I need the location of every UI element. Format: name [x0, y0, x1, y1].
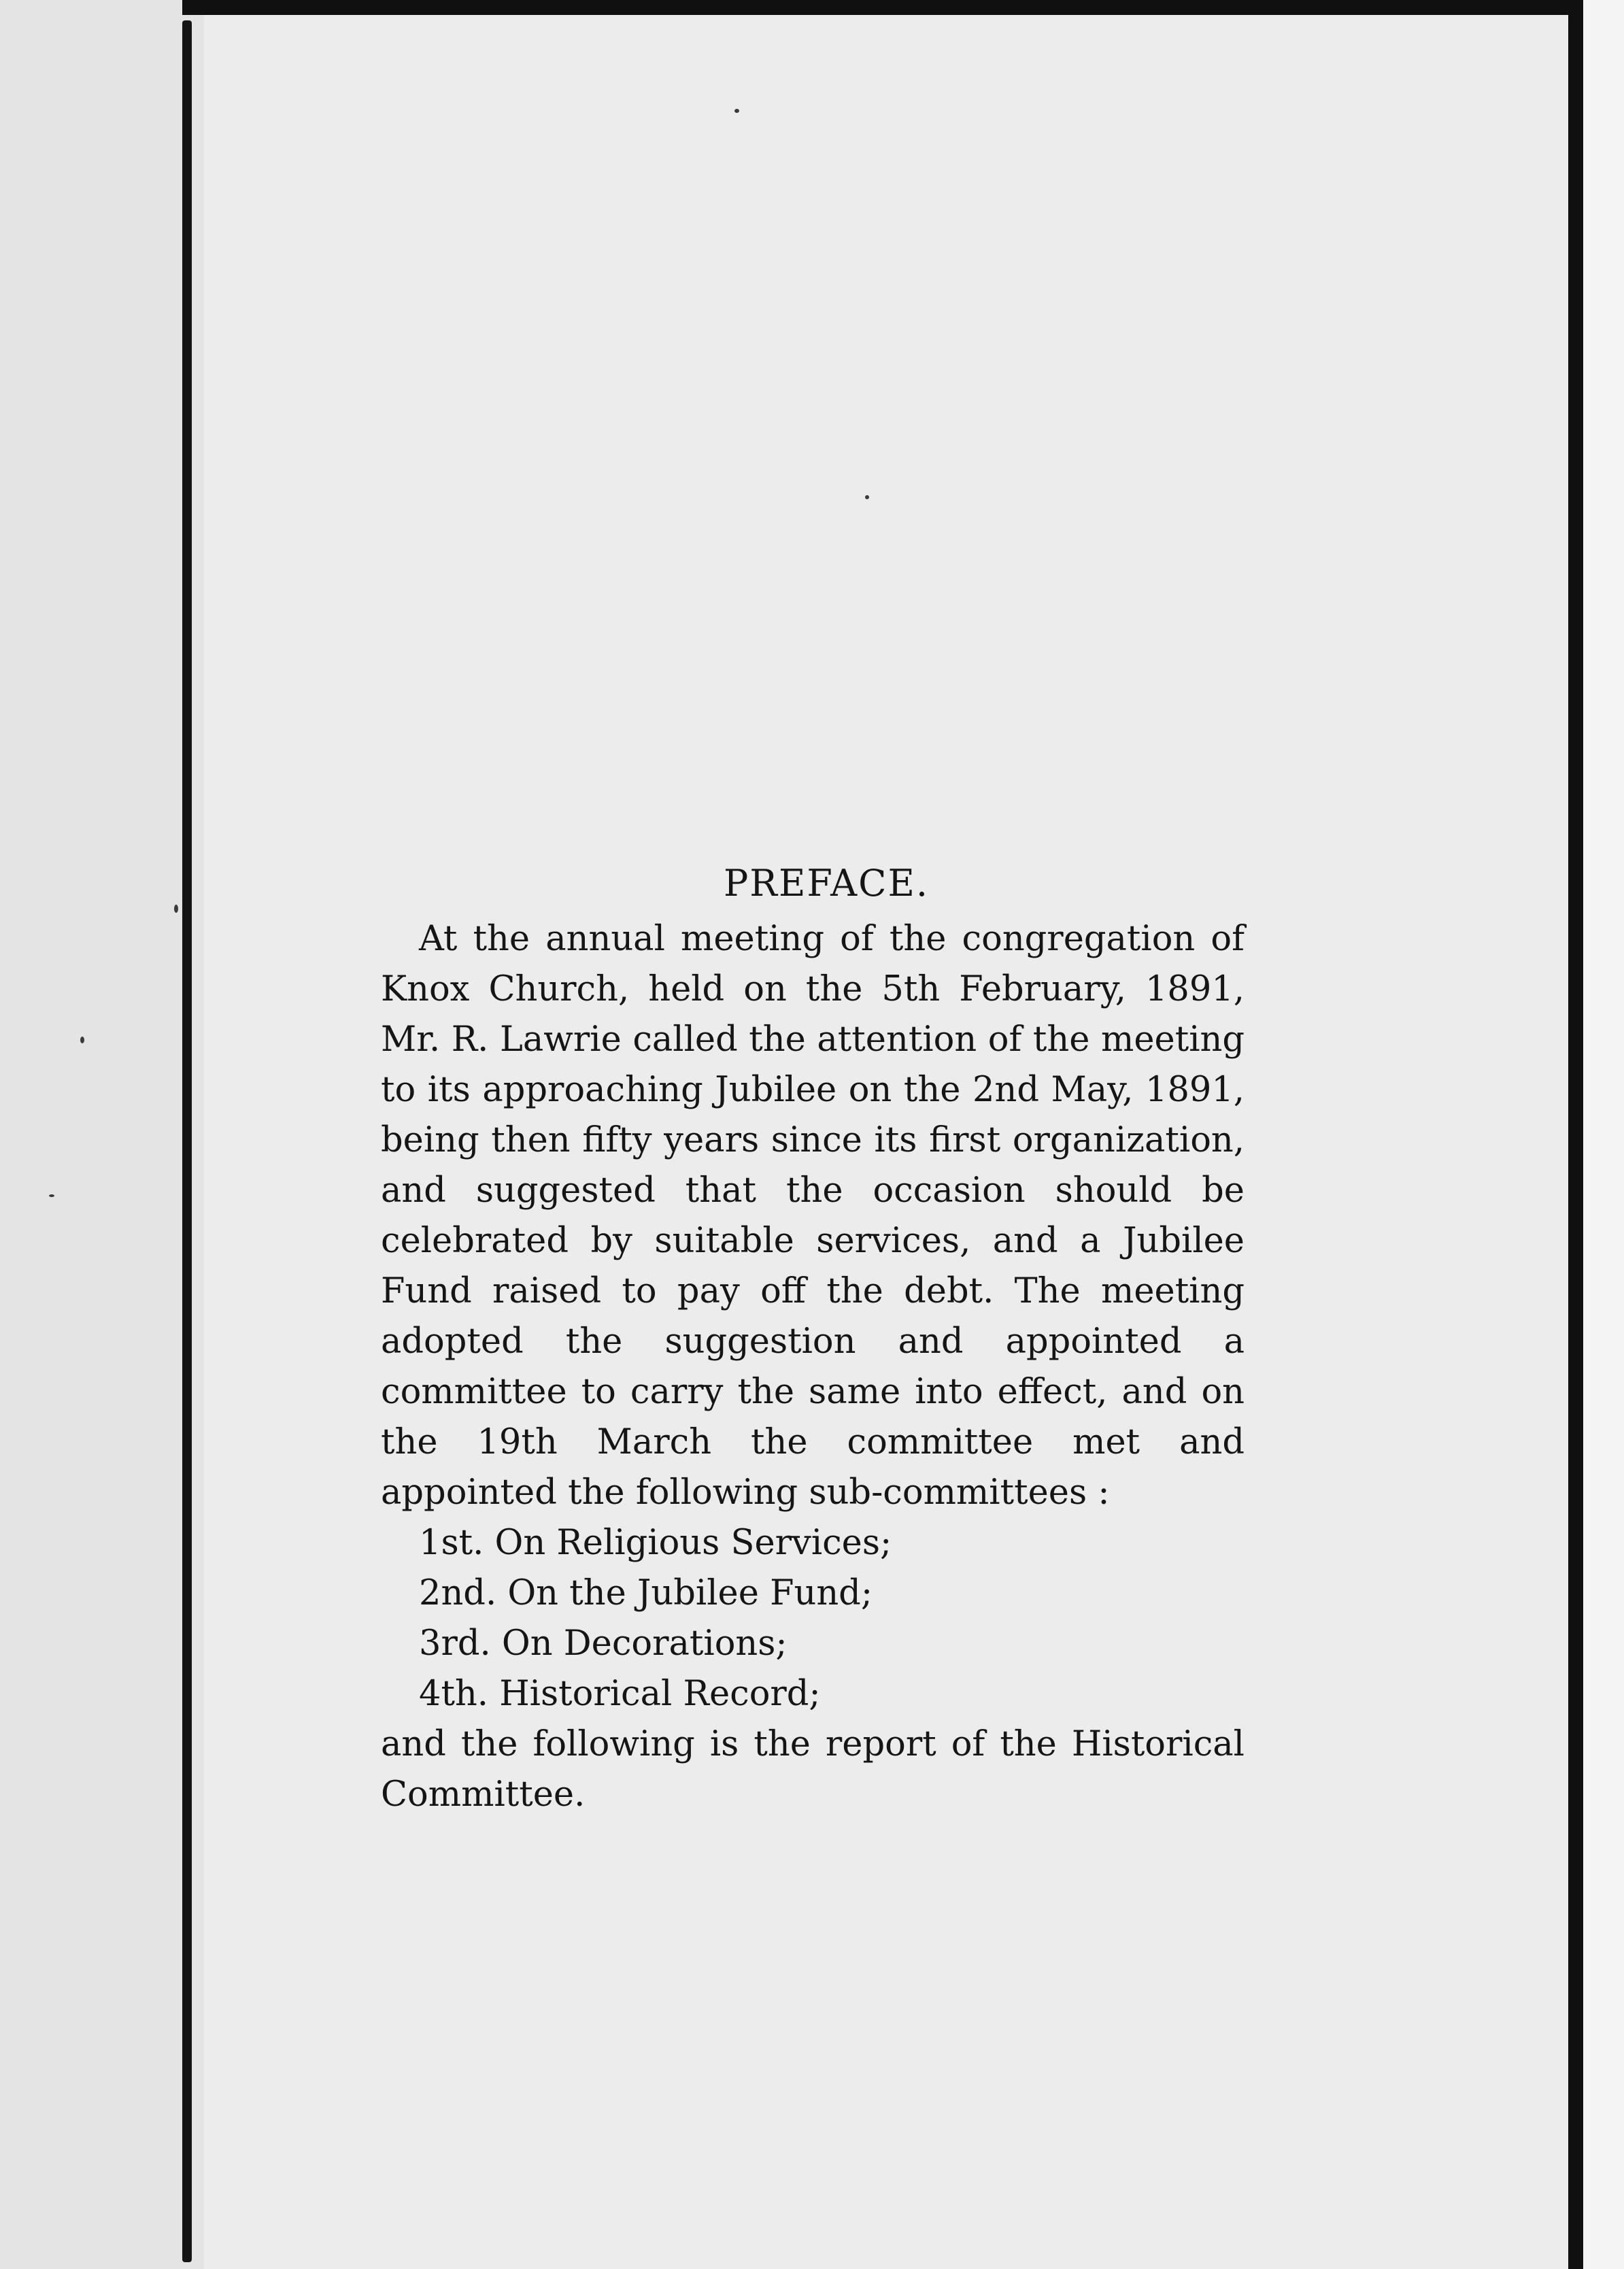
binding-line [182, 20, 192, 2262]
speck [174, 905, 178, 913]
preface-text [381, 858, 1245, 1820]
right-page-edge [1568, 0, 1624, 2269]
speck [734, 109, 739, 113]
speck [865, 495, 869, 499]
sub-committee-list [381, 1518, 1245, 1719]
speck [80, 1037, 84, 1043]
top-page-edge [182, 0, 1583, 15]
left-margin [0, 0, 204, 2269]
preface-heading: PREFACE. [723, 862, 930, 905]
list-item: 1st. On Religious Services; [419, 1523, 892, 1563]
list-item: 2nd. On the Jubilee Fund; [419, 1573, 873, 1613]
speck [49, 1194, 54, 1197]
preface-paragraph: At the annual meeting of the congregation of Knox Church, held on the 5th February, 1891, Mr. R. Lawrie called the attention of the meeting to its approaching Jubilee on the 2nd May, 1891, being then fifty years since its first organization, and suggested that the occasion should be celebrated by suitable services, and a Jubilee Fund raised to pay off the debt. The meeting adopted the suggestion and appointed a committee to carry the same into effect, and on the 19th March the committee met and appointed the following sub-committees : [381, 919, 1245, 1513]
closing-sentence: and the following is the report of the Historical Committee. [381, 1724, 1245, 1815]
list-item: 3rd. On Decorations; [419, 1624, 788, 1664]
list-item: 4th. Historical Record; [419, 1674, 821, 1714]
